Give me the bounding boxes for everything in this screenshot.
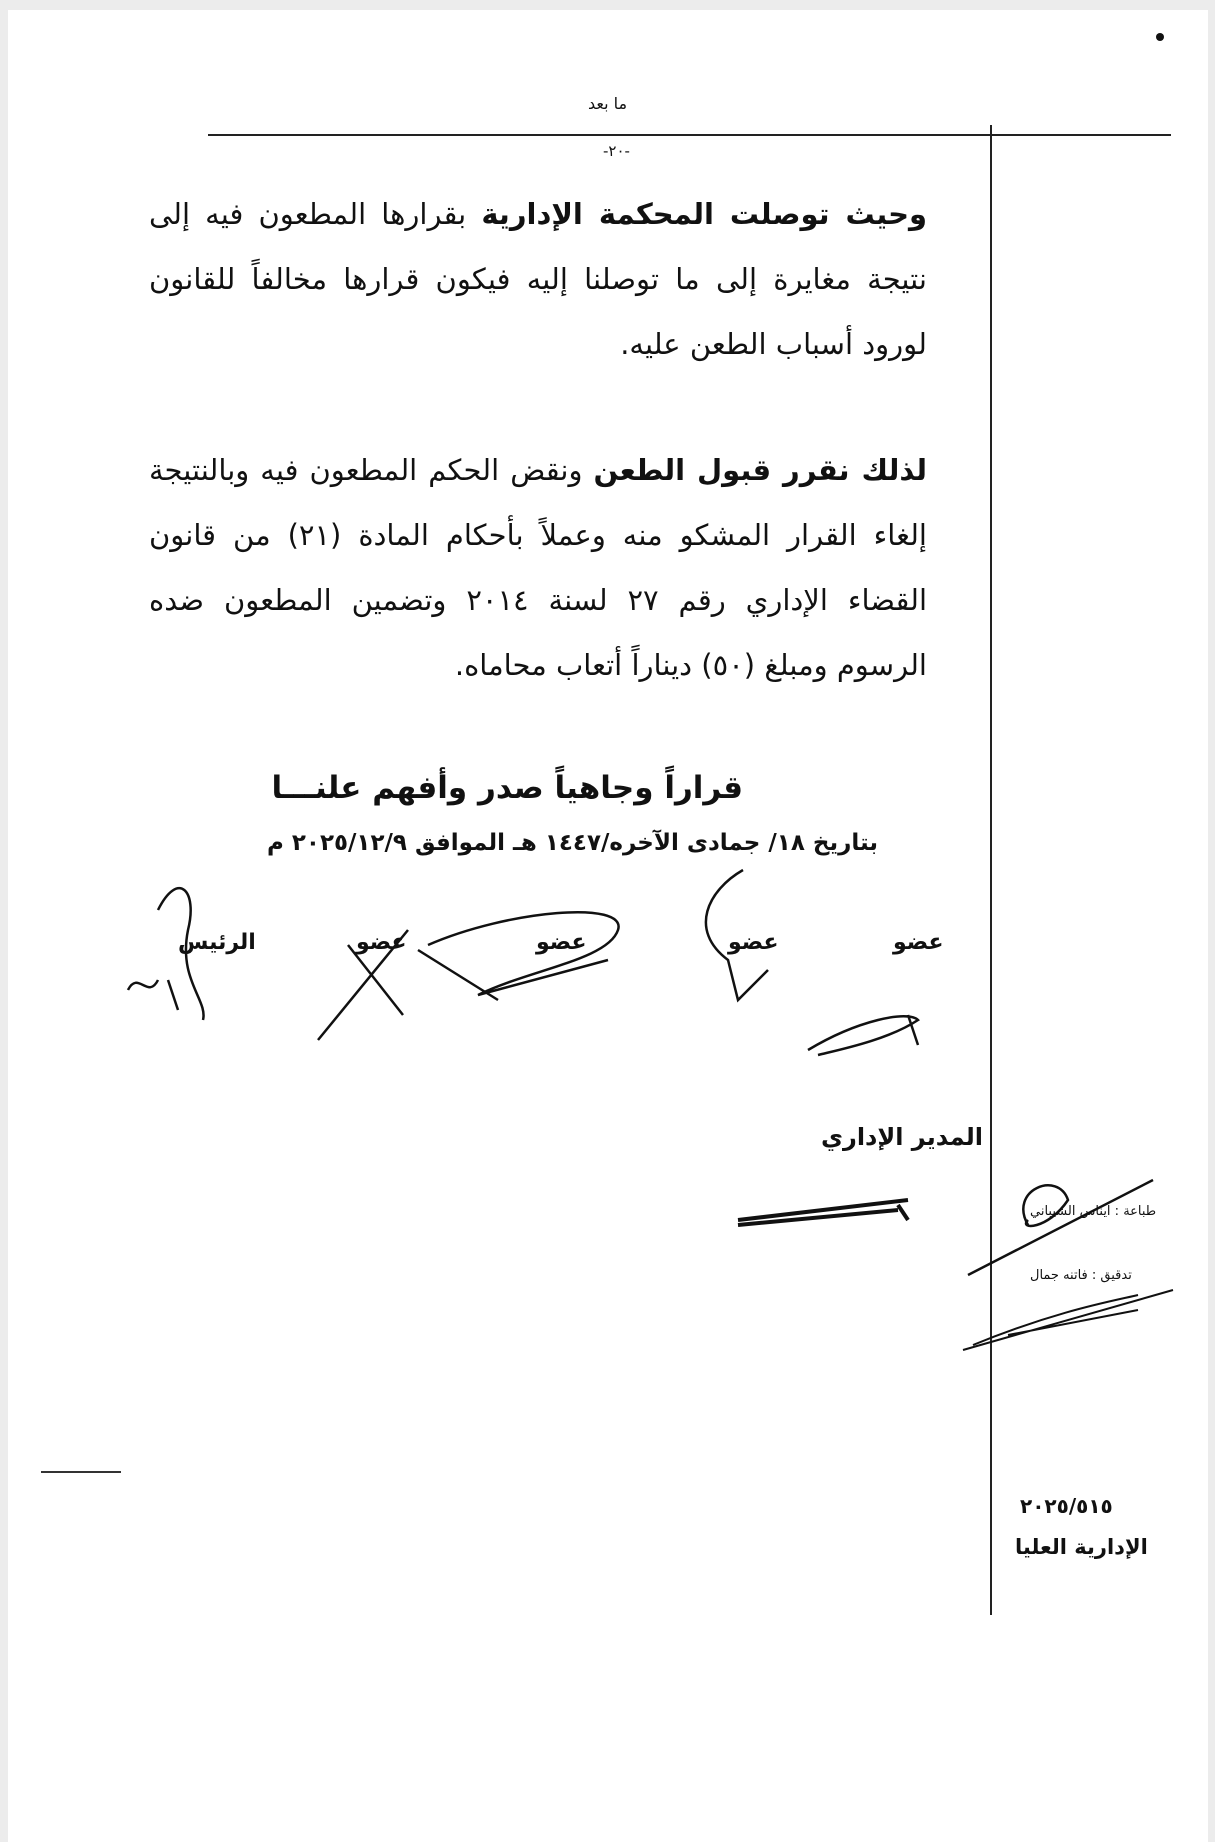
paragraph-bold-lead: وحيث توصلت المحكمة الإدارية <box>481 197 928 231</box>
admin-director-title: المدير الإداري <box>821 1123 983 1151</box>
page-number: -٢٠- <box>603 142 630 160</box>
reviewed-by: تدقيق : فاتنه جمال <box>1030 1268 1132 1283</box>
signatory-member-2: عضو <box>728 930 779 955</box>
case-number: ٢٠٢٥/٥١٥ <box>1020 1494 1113 1518</box>
margin-mark <box>41 1471 121 1473</box>
signatory-member-4: عضو <box>356 930 407 955</box>
signatory-member-1: عضو <box>893 930 944 955</box>
document-page <box>8 10 1208 1842</box>
continuation-label: ما بعد <box>588 94 628 113</box>
dot-mark <box>1156 33 1164 41</box>
signatory-member-3: عضو <box>536 930 587 955</box>
court-name: الإدارية العليا <box>1015 1535 1148 1559</box>
verdict-title: قراراً وجاهياً صدر وأفهم علنـــا <box>271 770 743 806</box>
paragraph-text: بقرارها المطعون فيه إلى نتيجة مغايرة إلى ما توصلنا إليه فيكون قرارها مخالفاً للقانون لورود أسباب الطعن عليه. <box>149 197 927 361</box>
verdict-date: بتاريخ ١٨/ جمادى الآخره/١٤٤٧ هـ الموافق ٢٠٢٥/١٢/٩ م <box>267 830 878 856</box>
paragraph-text: ونقض الحكم المطعون فيه وبالنتيجة إلغاء القرار المشكو منه وعملاً بأحكام المادة (٢١) من قانون القضاء الإداري رقم ٢٧ لسنة ٢٠١٤ وتضمين المطعون ضده الرسوم ومبلغ (٥٠) ديناراً أتعاب محاماه. <box>149 453 928 682</box>
handwritten-signatures <box>8 10 1208 1842</box>
paragraph-bold-lead: لذلك نقرر قبول الطعن <box>593 453 927 487</box>
typed-by: طباعة : ايناس الشيباني <box>1030 1204 1157 1219</box>
signatory-president: الرئيس <box>178 930 256 955</box>
